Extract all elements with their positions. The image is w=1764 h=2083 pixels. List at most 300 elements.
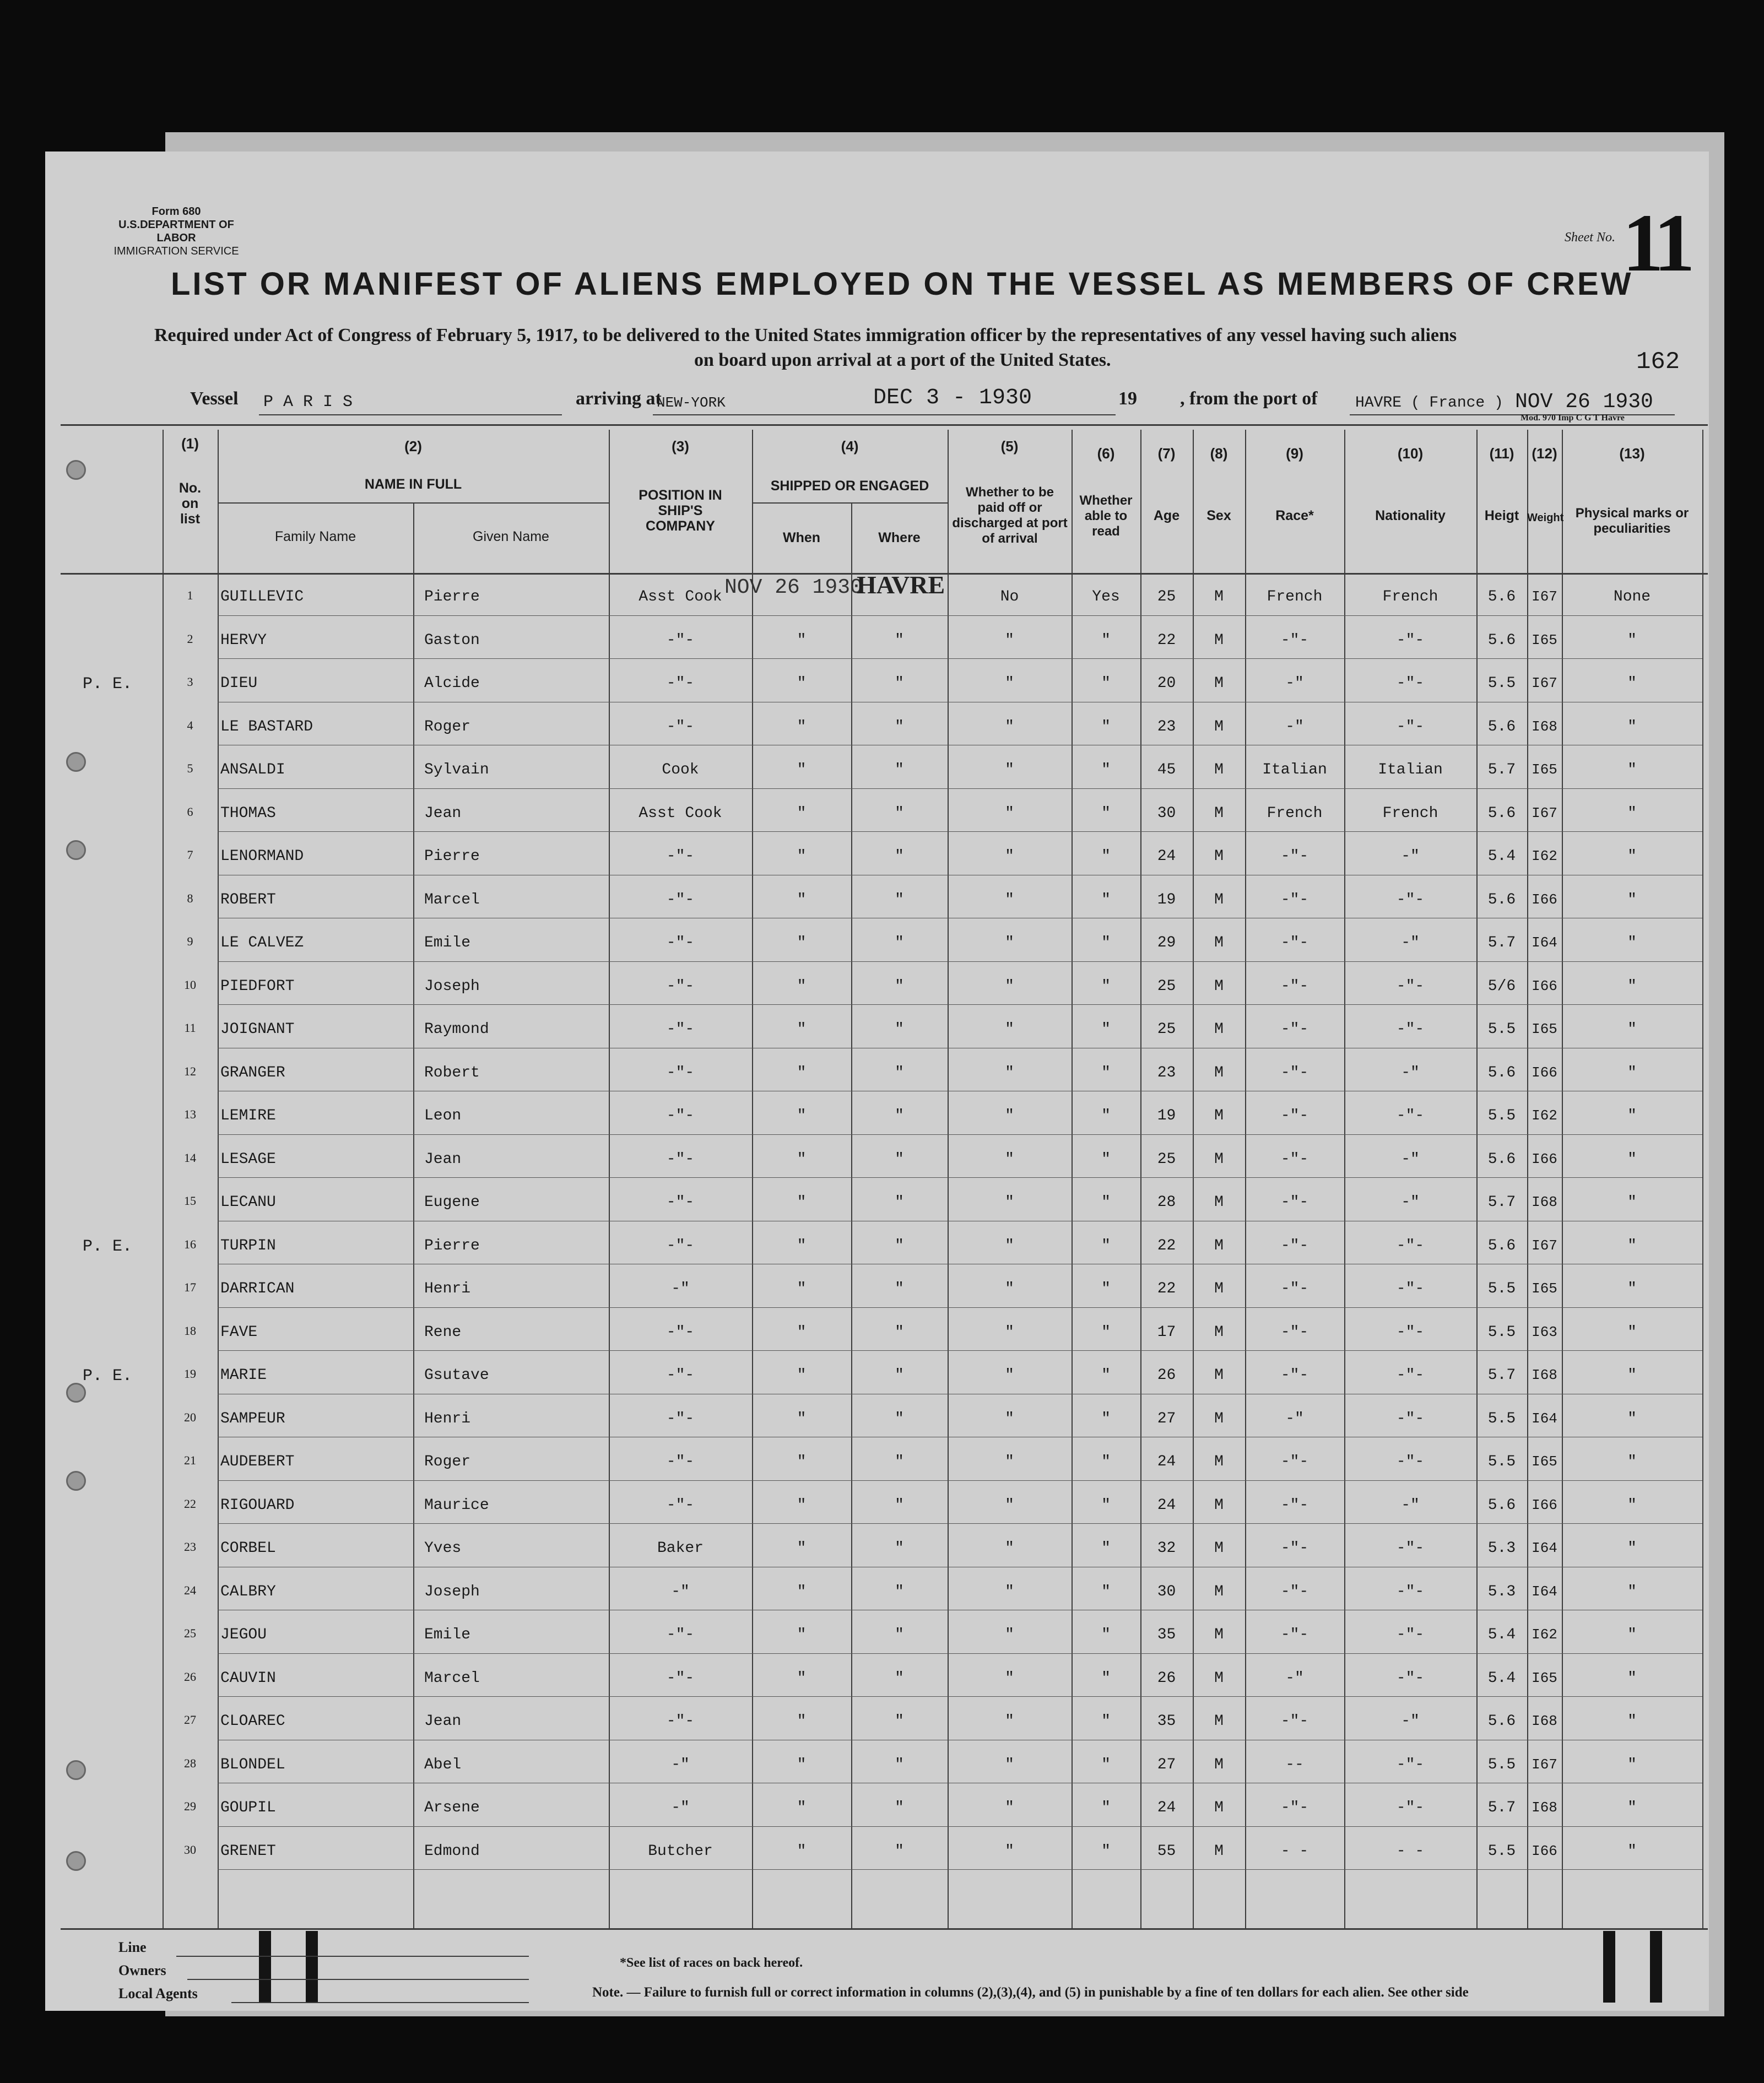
cell-age: 24: [1157, 848, 1176, 865]
cell-where: ": [895, 1323, 904, 1341]
cell-position: -": [671, 1280, 690, 1297]
cell-weight: I68: [1532, 718, 1557, 735]
cell-weight: I66: [1532, 1496, 1557, 1513]
cell-height: 5.5: [1487, 1323, 1516, 1341]
cell-position: -"-: [666, 1410, 695, 1427]
cell-when: ": [797, 675, 807, 692]
cell-height: 5.6: [1487, 804, 1516, 822]
cell-sex: M: [1214, 1842, 1224, 1860]
cell-sex: M: [1214, 934, 1224, 951]
cell-when: ": [797, 1410, 807, 1427]
cell-race: -"-: [1280, 891, 1309, 908]
cell-weight: I66: [1532, 1150, 1557, 1167]
cell-weight: I65: [1532, 631, 1557, 648]
cell-paid: ": [1005, 1064, 1014, 1081]
col-header-name-in-full: NAME IN FULL: [364, 477, 462, 492]
cell-no: 1: [187, 588, 193, 602]
cell-read: ": [1101, 1540, 1111, 1557]
cell-position: -"-: [666, 1367, 695, 1384]
cell-marks: ": [1627, 1194, 1637, 1211]
col-header-marks: Physical marks or peculiarities: [1575, 506, 1689, 536]
cell-sex: M: [1214, 1583, 1224, 1600]
cell-given: Roger: [424, 1453, 471, 1470]
cell-sex: M: [1214, 1496, 1224, 1514]
cell-weight: I68: [1532, 1713, 1557, 1729]
cell-when: ": [797, 1323, 807, 1341]
col-num-12: (12): [1532, 445, 1557, 462]
cell-height: 5.7: [1487, 934, 1516, 951]
cell-race: -": [1285, 1410, 1304, 1427]
col-header-sex: Sex: [1206, 508, 1231, 523]
col-num-8: (8): [1210, 445, 1228, 462]
cell-marks: ": [1627, 1410, 1637, 1427]
cell-height: 5.5: [1487, 1453, 1516, 1470]
cell-race: -"-: [1280, 848, 1309, 865]
col-header-weight: Weight: [1527, 512, 1564, 524]
cell-race: -"-: [1280, 1194, 1309, 1211]
cell-nat: -"-: [1396, 1669, 1425, 1687]
cell-position: -"-: [666, 977, 695, 995]
footer-line-label: Line: [118, 1939, 147, 1955]
cell-no: 14: [184, 1150, 196, 1165]
vessel-label: Vessel: [190, 388, 239, 409]
subtitle-line-2: on board upon arrival at a port of the United States.: [694, 350, 1111, 370]
cell-weight: I65: [1532, 1280, 1557, 1297]
departure-date-stamp: NOV 26 1930: [1515, 390, 1653, 414]
cell-marks: ": [1627, 1756, 1637, 1773]
cell-marks: ": [1627, 675, 1637, 692]
cell-nat: -": [1401, 1150, 1420, 1168]
cell-family: CORBEL: [220, 1540, 276, 1557]
service-name: IMMIGRATION SERVICE: [113, 245, 239, 257]
cell-height: 5.6: [1487, 718, 1516, 735]
manifest-sheet: [45, 152, 1709, 2011]
cell-marks: ": [1627, 1713, 1637, 1730]
cell-no: 2: [187, 631, 193, 646]
cell-no: 22: [184, 1496, 196, 1511]
cell-nat: -"-: [1396, 1756, 1425, 1773]
cell-race: -"-: [1280, 1237, 1309, 1254]
cell-age: 25: [1157, 977, 1176, 995]
cell-weight: I68: [1532, 1367, 1557, 1383]
cell-age: 24: [1157, 1799, 1176, 1816]
cell-family: CALBRY: [220, 1583, 276, 1600]
cell-when: ": [797, 1194, 807, 1211]
cell-read: ": [1101, 1323, 1111, 1341]
cell-position: -"-: [666, 1669, 695, 1687]
cell-nat: -"-: [1396, 1107, 1425, 1124]
cell-height: 5.4: [1487, 848, 1516, 865]
cell-weight: I65: [1532, 1669, 1557, 1686]
cell-height: 5.5: [1487, 1756, 1516, 1773]
cell-where: ": [895, 848, 904, 865]
cell-marks: ": [1627, 1237, 1637, 1254]
cell-read: ": [1101, 1626, 1111, 1643]
cell-height: 5/6: [1487, 977, 1516, 995]
cell-no: 9: [187, 934, 193, 948]
cell-when: ": [797, 1756, 807, 1773]
cell-given: Raymond: [424, 1021, 489, 1038]
cell-family: GUILLEVIC: [220, 588, 304, 605]
cell-race: -"-: [1280, 1064, 1309, 1081]
cell-height: 5.5: [1487, 1842, 1516, 1860]
cell-nat: -"-: [1396, 1453, 1425, 1470]
cell-sex: M: [1214, 1194, 1224, 1211]
cell-family: GRENET: [220, 1842, 276, 1860]
cell-sex: M: [1214, 1540, 1224, 1557]
cell-height: 5.6: [1487, 1713, 1516, 1730]
cell-height: 5.5: [1487, 1410, 1516, 1427]
cell-given: Alcide: [424, 675, 480, 692]
cell-marks: ": [1627, 977, 1637, 995]
cell-paid: No: [1000, 588, 1019, 605]
cell-height: 5.6: [1487, 588, 1516, 605]
cell-weight: I67: [1532, 1756, 1557, 1773]
cell-no: 6: [187, 804, 193, 819]
cell-sex: M: [1214, 1756, 1224, 1773]
cell-nat: -"-: [1396, 675, 1425, 692]
cell-position: Baker: [657, 1540, 704, 1557]
cell-given: Abel: [424, 1756, 462, 1773]
cell-no: 24: [184, 1583, 196, 1597]
page-title: LIST OR MANIFEST OF ALIENS EMPLOYED ON THE VESSEL AS MEMBERS OF CREW: [171, 266, 1633, 302]
cell-position: -"-: [666, 1323, 695, 1341]
cell-no: 16: [184, 1237, 196, 1251]
cell-weight: I64: [1532, 1540, 1557, 1556]
cell-height: 5.6: [1487, 891, 1516, 908]
cell-height: 5.7: [1487, 1367, 1516, 1384]
cell-family: ANSALDI: [220, 761, 285, 778]
cell-age: 23: [1157, 1064, 1176, 1081]
vessel-name: P A R I S: [263, 393, 353, 412]
cell-family: FAVE: [220, 1323, 258, 1341]
cell-sex: M: [1214, 1323, 1224, 1341]
cell-where: ": [895, 761, 904, 778]
cell-family: JEGOU: [220, 1626, 267, 1643]
cell-where: ": [895, 804, 904, 822]
cell-position: Cook: [662, 761, 699, 778]
cell-read: ": [1101, 1496, 1111, 1514]
cell-height: 5.5: [1487, 1107, 1516, 1124]
cell-marks: ": [1627, 1064, 1637, 1081]
cell-position: -"-: [666, 1626, 695, 1643]
cell-read: ": [1101, 1064, 1111, 1081]
cell-nat: -": [1401, 848, 1420, 865]
cell-age: 45: [1157, 761, 1176, 778]
cell-when: ": [797, 891, 807, 908]
cell-race: -"-: [1280, 1453, 1309, 1470]
departure-port: HAVRE ( France ): [1355, 394, 1503, 412]
col-header-nationality: Nationality: [1375, 508, 1446, 523]
col-header-position: POSITION IN SHIP'S COMPANY: [638, 488, 722, 534]
cell-age: 20: [1157, 675, 1176, 692]
cell-position: -": [671, 1799, 690, 1816]
cell-read: ": [1101, 1280, 1111, 1297]
cell-when: ": [797, 1453, 807, 1470]
cell-age: 26: [1157, 1669, 1176, 1687]
punch-hole: [66, 1851, 86, 1871]
cell-age: 19: [1157, 1107, 1176, 1124]
cell-family: LECANU: [220, 1194, 276, 1211]
cell-given: Yves: [424, 1540, 462, 1557]
col-num-9: (9): [1286, 445, 1303, 462]
cell-when: ": [797, 718, 807, 735]
arriving-port: NEW-YORK: [657, 394, 726, 411]
cell-family: LE CALVEZ: [220, 934, 304, 951]
cell-position: -"-: [666, 891, 695, 908]
cell-height: 5.7: [1487, 1799, 1516, 1816]
cell-weight: I66: [1532, 1842, 1557, 1859]
cell-paid: ": [1005, 934, 1014, 951]
cell-marks: ": [1627, 1669, 1637, 1687]
col-num-6: (6): [1097, 445, 1115, 462]
cell-family: LE BASTARD: [220, 718, 313, 735]
cell-paid: ": [1005, 631, 1014, 649]
cell-height: 5.6: [1487, 631, 1516, 649]
footer-agents-label: Local Agents: [118, 1985, 198, 2001]
cell-no: 17: [184, 1280, 196, 1294]
cell-race: -"-: [1280, 1540, 1309, 1557]
cell-sex: M: [1214, 1367, 1224, 1384]
cell-family: DIEU: [220, 675, 258, 692]
cell-age: 35: [1157, 1713, 1176, 1730]
cell-where: ": [895, 1280, 904, 1297]
cell-marks: ": [1627, 1107, 1637, 1124]
cell-no: 29: [184, 1799, 196, 1813]
cell-nat: -"-: [1396, 718, 1425, 735]
cell-nat: -"-: [1396, 1323, 1425, 1341]
cell-given: Marcel: [424, 1669, 480, 1687]
cell-paid: ": [1005, 1669, 1014, 1687]
cell-given: Pierre: [424, 848, 480, 865]
cell-weight: I68: [1532, 1194, 1557, 1210]
cell-where: ": [895, 1713, 904, 1730]
cell-where: ": [895, 1842, 904, 1860]
cell-family: JOIGNANT: [220, 1021, 295, 1038]
cell-where: ": [895, 631, 904, 649]
cell-weight: I65: [1532, 761, 1557, 778]
cell-nat: -"-: [1396, 1237, 1425, 1254]
cell-read: ": [1101, 1713, 1111, 1730]
cell-given: Joseph: [424, 977, 480, 995]
cell-family: THOMAS: [220, 804, 276, 822]
cell-read: ": [1101, 1799, 1111, 1816]
cell-read: ": [1101, 718, 1111, 735]
cell-family: SAMPEUR: [220, 1410, 285, 1427]
cell-given: Henri: [424, 1410, 471, 1427]
cell-age: 55: [1157, 1842, 1176, 1860]
cell-read: ": [1101, 1194, 1111, 1211]
cell-sex: M: [1214, 848, 1224, 865]
cell-height: 5.4: [1487, 1626, 1516, 1643]
cell-when: ": [797, 1540, 807, 1557]
cell-where: ": [895, 1021, 904, 1038]
cell-weight: I68: [1532, 1799, 1557, 1816]
cell-sex: M: [1214, 1669, 1224, 1687]
cell-where: ": [895, 1540, 904, 1557]
cell-position: -"-: [666, 675, 695, 692]
cell-race: -"-: [1280, 1367, 1309, 1384]
cell-nat: -"-: [1396, 1799, 1425, 1816]
cell-given: Marcel: [424, 891, 480, 908]
sheet-number: 11: [1622, 197, 1690, 289]
cell-no: 10: [184, 977, 196, 992]
cell-family: RIGOUARD: [220, 1496, 295, 1514]
cell-weight: I66: [1532, 977, 1557, 994]
cell-age: 22: [1157, 1237, 1176, 1254]
cell-read: Yes: [1092, 588, 1120, 605]
cell-no: 30: [184, 1842, 196, 1857]
mod-note: Mod. 970 Imp C G T Havre: [1520, 413, 1625, 423]
cell-sex: M: [1214, 1453, 1224, 1470]
cell-age: 17: [1157, 1323, 1176, 1341]
arriving-label: arriving at: [576, 388, 662, 409]
cell-when: ": [797, 1799, 807, 1816]
cell-read: ": [1101, 1410, 1111, 1427]
cell-sex: M: [1214, 1237, 1224, 1254]
cell-given: Joseph: [424, 1583, 480, 1600]
cell-when: ": [797, 1021, 807, 1038]
cell-nat: Italian: [1378, 761, 1443, 778]
cell-no: 4: [187, 718, 193, 732]
cell-given: Roger: [424, 718, 471, 735]
from-label: , from the port of: [1180, 388, 1318, 409]
cell-age: 32: [1157, 1540, 1176, 1557]
cell-paid: ": [1005, 718, 1014, 735]
cell-paid: ": [1005, 1453, 1014, 1470]
cell-race: French: [1267, 588, 1323, 605]
cell-no: 11: [184, 1021, 196, 1035]
cell-when: ": [797, 1064, 807, 1081]
col-num-13: (13): [1619, 445, 1645, 462]
cell-weight: I62: [1532, 1107, 1557, 1124]
cell-sex: M: [1214, 977, 1224, 995]
cell-nat: -"-: [1396, 977, 1425, 995]
cell-no: 12: [184, 1064, 196, 1078]
cell-nat: -": [1401, 1713, 1420, 1730]
cell-height: 5.4: [1487, 1669, 1516, 1687]
cell-family: ROBERT: [220, 891, 276, 908]
cell-paid: ": [1005, 804, 1014, 822]
cell-nat: -": [1401, 934, 1420, 951]
cell-given: Pierre: [424, 1237, 480, 1254]
cell-where: ": [895, 1367, 904, 1384]
cell-read: ": [1101, 891, 1111, 908]
cell-position: Butcher: [648, 1842, 713, 1860]
cell-paid: ": [1005, 1021, 1014, 1038]
cell-height: 5.7: [1487, 761, 1516, 778]
cell-read: ": [1101, 761, 1111, 778]
cell-race: -"-: [1280, 1713, 1309, 1730]
index-tab-mark: [1650, 1931, 1662, 2003]
cell-marks: ": [1627, 1453, 1637, 1470]
col-header-no-on-list: No. on list: [178, 480, 202, 527]
cell-position: Asst Cook: [638, 588, 722, 605]
cell-sex: M: [1214, 761, 1224, 778]
cell-sex: M: [1214, 1280, 1224, 1297]
cell-given: Pierre: [424, 588, 480, 605]
cell-age: 26: [1157, 1367, 1176, 1384]
cell-family: CAUVIN: [220, 1669, 276, 1687]
cell-read: ": [1101, 1237, 1111, 1254]
cell-height: 5.6: [1487, 1150, 1516, 1168]
cell-weight: I65: [1532, 1021, 1557, 1037]
cell-paid: ": [1005, 1496, 1014, 1514]
cell-where: ": [895, 1669, 904, 1687]
penalty-note: Note. — Failure to furnish full or correct information in columns (2),(3),(4), and (5) in punishable by a fine of ten dollars for each alien. See other side: [592, 1985, 1469, 2000]
col-num-7: (7): [1157, 445, 1176, 462]
cell-given: Sylvain: [424, 761, 489, 778]
cell-where: ": [895, 1626, 904, 1643]
cell-age: 35: [1157, 1626, 1176, 1643]
cell-position: -"-: [666, 1713, 695, 1730]
cell-paid: ": [1005, 848, 1014, 865]
cell-weight: I62: [1532, 1626, 1557, 1643]
cell-family: LENORMAND: [220, 848, 304, 865]
col-header-able-read: Whether able to read: [1079, 493, 1133, 539]
cell-family: CLOAREC: [220, 1713, 285, 1730]
cell-family: GRANGER: [220, 1064, 285, 1081]
cell-paid: ": [1005, 675, 1014, 692]
punch-hole: [66, 840, 86, 860]
cell-sex: M: [1214, 1107, 1224, 1124]
cell-family: TURPIN: [220, 1237, 276, 1254]
cell-race: -": [1285, 675, 1304, 692]
cell-marks: ": [1627, 718, 1637, 735]
cell-race: -"-: [1280, 1280, 1309, 1297]
cell-when: ": [797, 977, 807, 995]
cell-no: 21: [184, 1453, 196, 1467]
cell-age: 23: [1157, 718, 1176, 735]
cell-race: -"-: [1280, 1323, 1309, 1341]
cell-where: ": [895, 1194, 904, 1211]
cell-no: 20: [184, 1410, 196, 1424]
cell-paid: ": [1005, 1583, 1014, 1600]
cell-position: -"-: [666, 1237, 695, 1254]
cell-age: 25: [1157, 588, 1176, 605]
cell-marks: ": [1627, 1540, 1637, 1557]
cell-marks: ": [1627, 1280, 1637, 1297]
cell-where: ": [895, 1410, 904, 1427]
cell-race: -"-: [1280, 631, 1309, 649]
cell-race: -"-: [1280, 1799, 1309, 1816]
cell-height: 5.3: [1487, 1583, 1516, 1600]
col-header-age: Age: [1153, 508, 1180, 523]
cell-nat: -": [1401, 1194, 1420, 1211]
cell-marks: None: [1613, 588, 1651, 605]
cell-when: ": [797, 1583, 807, 1600]
cell-height: 5.6: [1487, 1496, 1516, 1514]
cell-race: -"-: [1280, 1021, 1309, 1038]
cell-age: 24: [1157, 1496, 1176, 1514]
cell-read: ": [1101, 1150, 1111, 1168]
cell-family: BLONDEL: [220, 1756, 285, 1773]
cell-race: Italian: [1262, 761, 1327, 778]
cell-given: Jean: [424, 1713, 462, 1730]
cell-family: LESAGE: [220, 1150, 276, 1168]
cell-given: Emile: [424, 1626, 471, 1643]
cell-family: PIEDFORT: [220, 977, 295, 995]
cell-race: -"-: [1280, 1107, 1309, 1124]
cell-marks: ": [1627, 1150, 1637, 1168]
cell-race: -": [1285, 1669, 1304, 1687]
cell-sex: M: [1214, 1626, 1224, 1643]
cell-sex: M: [1214, 1021, 1224, 1038]
cell-height: 5.5: [1487, 1280, 1516, 1297]
cell-sex: M: [1214, 631, 1224, 649]
cell-race: -": [1285, 718, 1304, 735]
cell-weight: I62: [1532, 848, 1557, 864]
